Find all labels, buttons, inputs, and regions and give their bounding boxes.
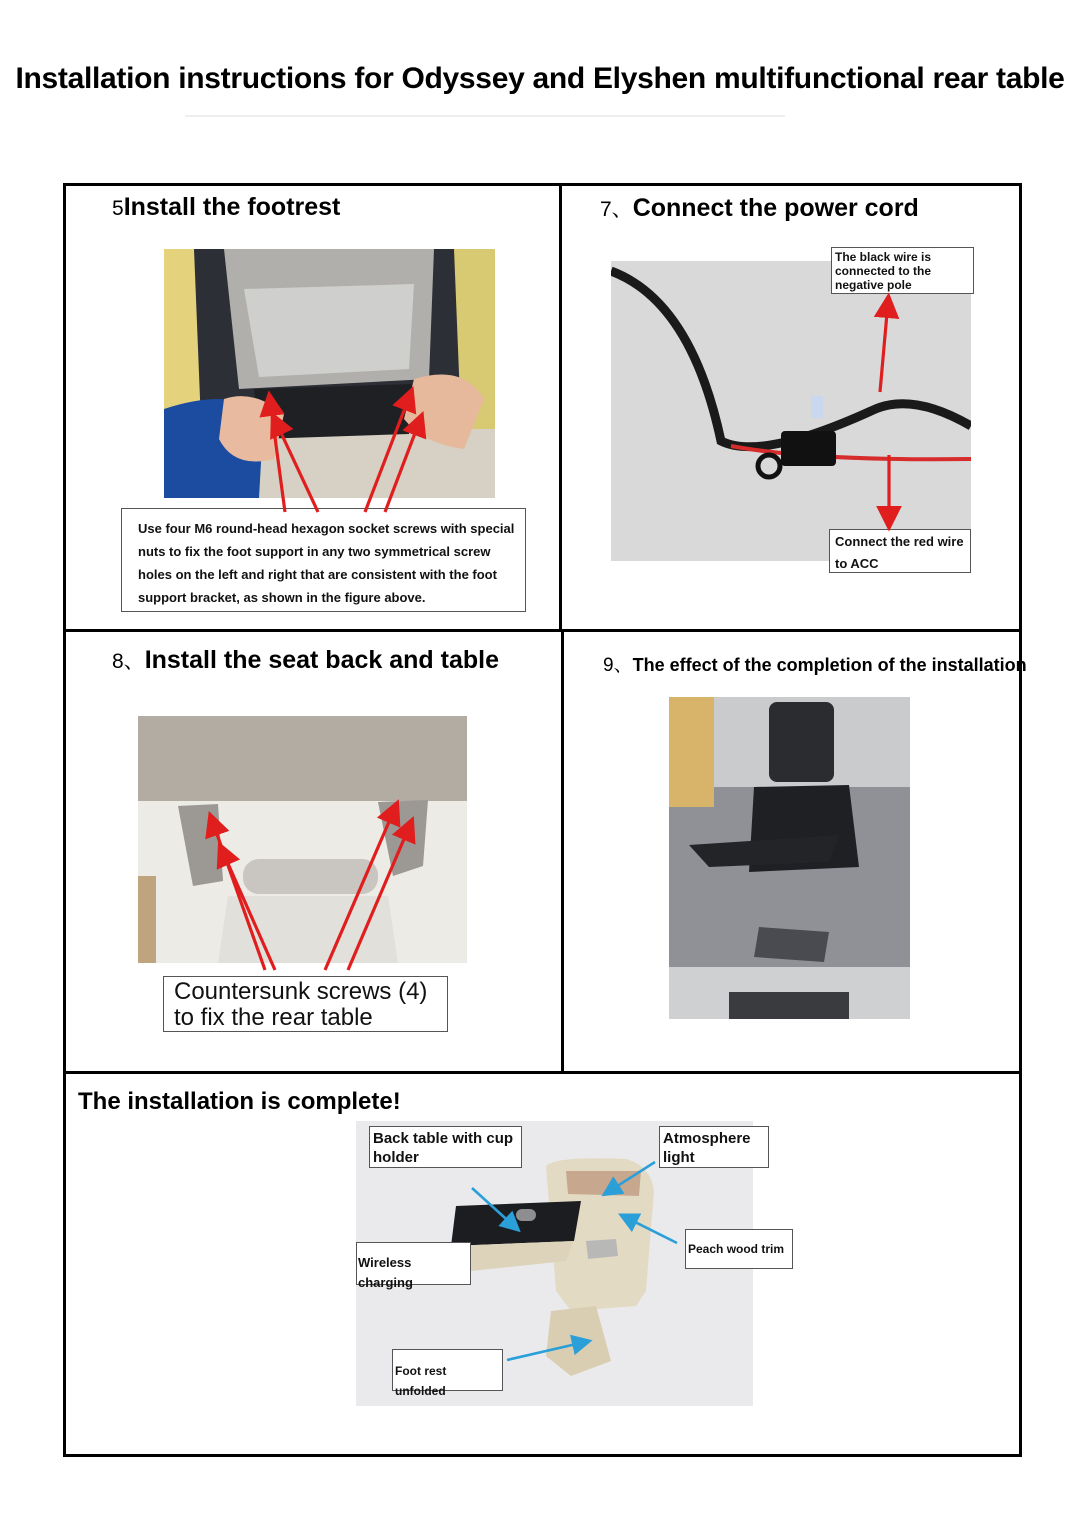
seatback-step-number: 8、 [112, 650, 145, 673]
footrest-step-title: Install the footrest [123, 193, 341, 221]
label-atmosphere-light-text: Atmosphere light [663, 1130, 751, 1166]
power-step-number: 7、 [600, 198, 633, 221]
effect-step-number: 9、 [603, 655, 633, 676]
label-back-table-text: Back table with cup holder [373, 1130, 514, 1166]
label-foot-rest-unfolded-text: Foot rest unfolded [395, 1364, 447, 1398]
red-wire-note-text: Connect the red wire to ACC [835, 534, 964, 571]
footrest-screw-note-text: Use four M6 round-head hexagon socket screws with special nuts to fix the foot support in any two symmetrical screw holes on the left and right that are consistent with the foot support bracket, as shown in the figure above. [138, 521, 515, 605]
label-peach-wood-trim-text: Peach wood trim [688, 1242, 785, 1256]
effect-step-title: The effect of the completion of the installation [632, 655, 1027, 675]
seatback-step-title: Install the seat back and table [144, 646, 499, 674]
countersunk-screws-note-text: Countersunk screws (4) to fix the rear table [174, 978, 428, 1031]
label-wireless-charging-text: Wireless charging [358, 1255, 413, 1290]
complete-heading: The installation is complete! [78, 1088, 401, 1115]
black-wire-note-text: The black wire is connected to the negative pole [835, 250, 932, 292]
footrest-step-number: 5 [112, 197, 124, 220]
power-step-title: Connect the power cord [632, 194, 919, 222]
document-title: Installation instructions for Odyssey and Elyshen multifunctional rear table [15, 62, 1065, 95]
